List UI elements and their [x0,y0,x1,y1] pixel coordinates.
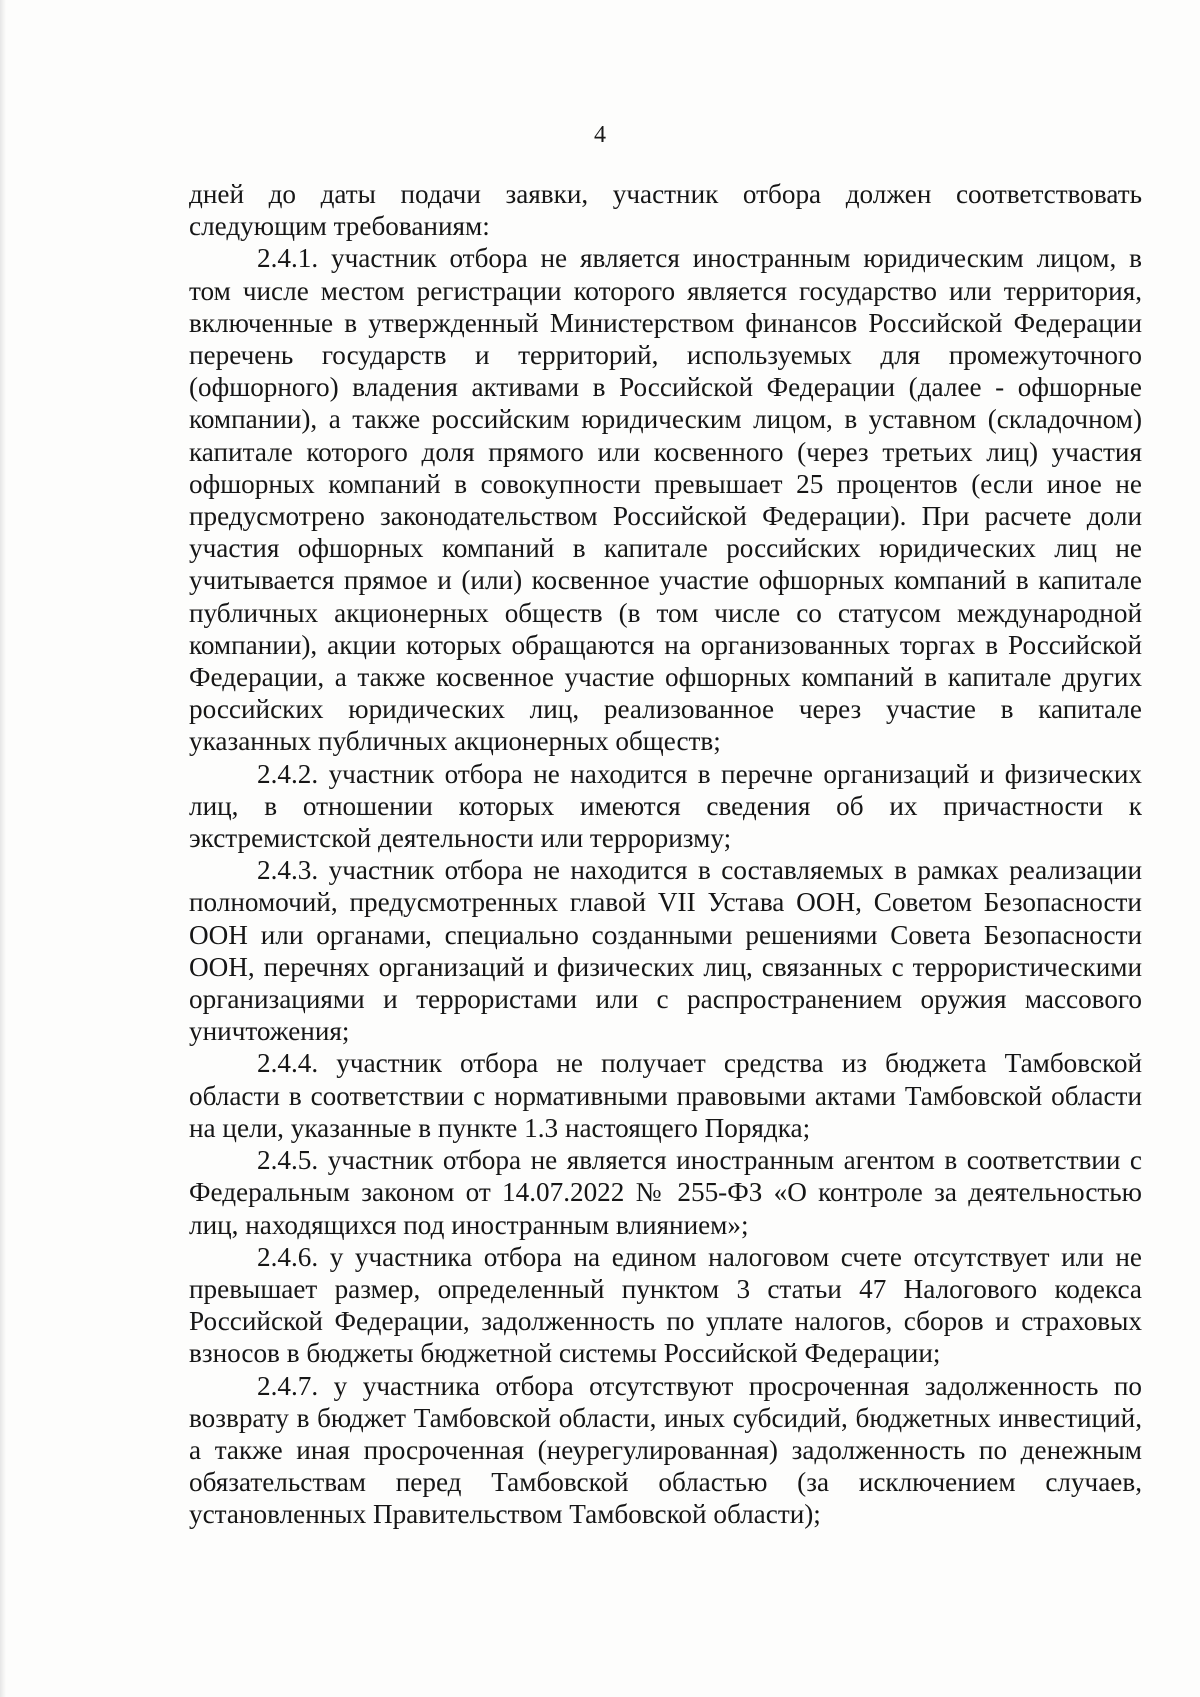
paragraph-2-4-1: 2.4.1. участник отбора не является иностранным юридическим лицом, в том числе местом регистрации которого является государство или территория, включенные в утвержденный Министерством финансов Российской Федерации перечень государств и территорий, используемых для промежуточного (офшорного) владения активами в Российской Федерации (далее - офшорные компании), а также российским юридическим лицом, в уставном (складочном) капитале которого доля прямого или косвенного (через третьих лиц) участия офшорных компаний в совокупности превышает 25 процентов (если иное не предусмотрено законодательством Российской Федерации). При расчете доли участия офшорных компаний в капитале российских юридических лиц не учитывается прямое и (или) косвенное участие офшорных компаний в капитале публичных акционерных обществ (в том числе со статусом международной компании), акции которых обращаются на организованных торгах в Российской Федерации, а также косвенное участие офшорных компаний в капитале других российских юридических лиц, реализованное через участие в капитале указанных публичных акционерных обществ; [189,243,1142,757]
paragraph-2-4-7: 2.4.7. у участника отбора отсутствуют просроченная задолженность по возврату в бюджет Тамбовской области, иных субсидий, бюджетных инвестиций, а также иная просроченная (неурегулированная) задолженность по денежным обязательствам перед Тамбовской областью (за исключением случаев, установленных Правительством Тамбовской области); [189,1370,1142,1530]
page-number: 4 [594,122,606,148]
scan-edge-shadow [0,0,6,1697]
paragraph-2-4-2: 2.4.2. участник отбора не находится в перечне организаций и физических лиц, в отношении которых имеются сведения об их причастности к экстремистской деятельности или терроризму; [189,758,1142,854]
paragraph-2-4-6: 2.4.6. у участника отбора на едином налоговом счете отсутствует или не превышает размер, определенный пунктом 3 статьи 47 Налогового кодекса Российской Федерации, задолженность по уплате налогов, сборов и страховых взносов в бюджеты бюджетной системы Российской Федерации; [189,1241,1142,1369]
paragraph-2-4-5: 2.4.5. участник отбора не является иностранным агентом в соответствии с Федеральным законом от 14.07.2022 № 255-ФЗ «О контроле за деятельностью лиц, находящихся под иностранным влиянием»; [189,1145,1142,1240]
paragraph-2-4-3: 2.4.3. участник отбора не находится в составляемых в рамках реализации полномочий, предусмотренных главой VII Устава ООН, Советом Безопасности ООН или органами, специально созданными решениями Совета Безопасности ООН, перечнях организаций и физических лиц, связанных с террористическими организациями и террористами или с распространением оружия массового уничтожения; [189,855,1142,1047]
document-body [189,178,1142,1531]
paragraph-continuation: дней до даты подачи заявки, участник отбора должен соответствовать следующим требованиям: [189,179,1142,242]
paragraph-2-4-4: 2.4.4. участник отбора не получает средства из бюджета Тамбовской области в соответствии с нормативными правовыми актами Тамбовской области на цели, указанные в пункте 1.3 настоящего Порядка; [189,1048,1142,1143]
